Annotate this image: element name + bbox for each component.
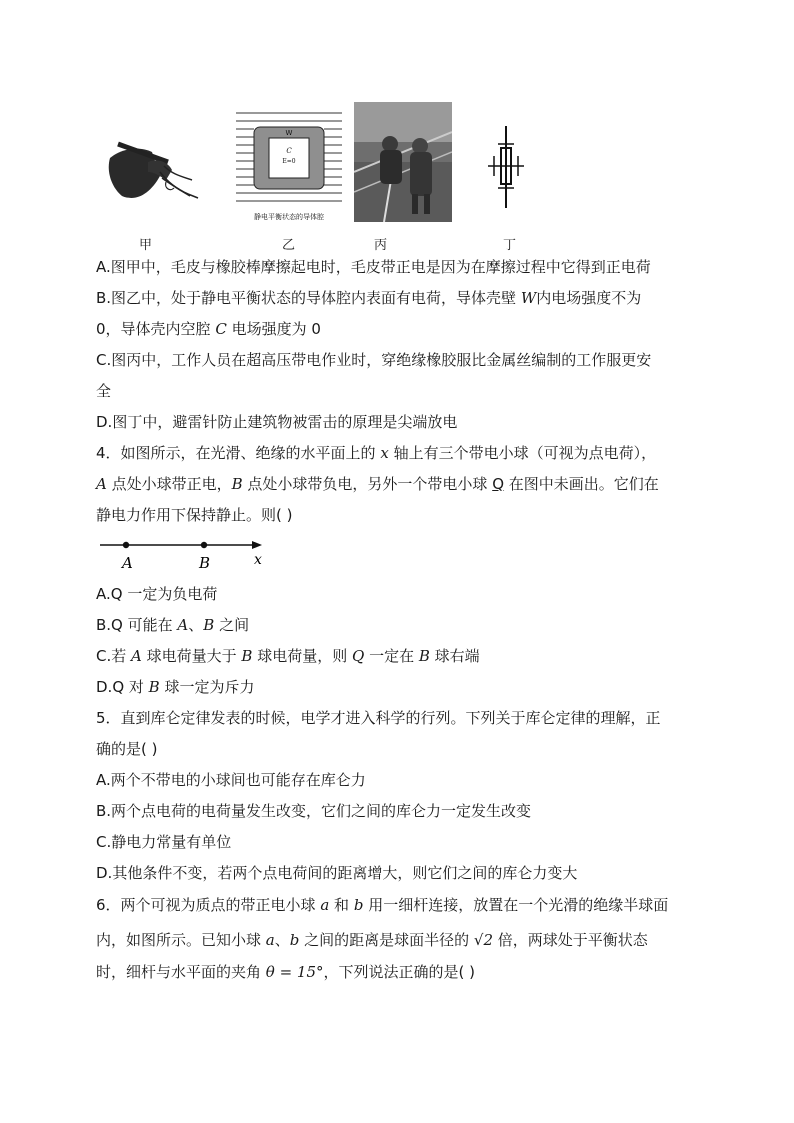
text: 球电荷量大于 <box>141 647 242 665</box>
q4-stem-line3: 静电力作用下保持静止。则( ) <box>96 506 293 524</box>
var-b: B <box>203 616 215 634</box>
axis-label-b: B <box>199 554 211 572</box>
var-q: Q <box>492 475 505 493</box>
text: 内电场强度不为 <box>536 289 642 307</box>
q3-option-c-line2: 全 <box>96 382 112 400</box>
text: 电场强度为 0 <box>226 320 321 338</box>
figure-caption-ding: 丁 <box>503 238 517 253</box>
figure-bing-photo <box>354 102 452 222</box>
q6-stem-line1 <box>96 895 668 915</box>
q5-stem-line1: 5．直到库仑定律发表的时候，电学才进入科学的行列。下列关于库仑定律的理解，正 <box>96 709 661 727</box>
yi-c-label: C <box>286 147 292 155</box>
text: 点处小球带正电， <box>106 475 232 493</box>
var-a: A <box>96 475 107 493</box>
q5-stem-line2: 确的是( ) <box>96 740 158 758</box>
text: 4．如图所示，在光滑、绝缘的水平面上的 <box>96 444 381 462</box>
text: 轴上有三个带电小球（可视为点电荷）， <box>388 444 657 462</box>
q6-stem-line2 <box>96 930 648 950</box>
q4-axis-diagram <box>96 536 276 572</box>
q5-option-b: B.两个点电荷的电荷量发生改变，它们之间的库仑力一定发生改变 <box>96 802 532 820</box>
var-b: b <box>289 931 300 949</box>
var-x: x <box>380 444 389 462</box>
text: C.若 <box>96 647 132 665</box>
q3-option-c-line1: C.图丙中，工作人员在超高压带电作业时，穿绝缘橡胶服比金属丝编制的工作服更安 <box>96 351 652 369</box>
figure-caption-jia: 甲 <box>139 238 153 253</box>
text: 时，细杆与水平面的夹角 <box>96 963 266 981</box>
math-theta: θ = 15° <box>265 963 324 981</box>
text: B.图乙中，处于静电平衡状态的导体腔内表面有电荷，导体壳壁 <box>96 289 521 307</box>
text: 、 <box>188 616 204 634</box>
var-b: B <box>418 647 430 665</box>
yi-e-zero-label: E=0 <box>282 158 296 165</box>
var-a: a <box>265 931 275 949</box>
text: 球一定为斥力 <box>159 678 255 696</box>
q4-option-b <box>96 615 249 635</box>
q4-option-c <box>96 646 480 666</box>
text: 之间的距离是球面半径的 <box>299 931 474 949</box>
var-b: B <box>148 678 160 696</box>
point-a <box>123 542 129 548</box>
q5-option-c: C.静电力常量有单位 <box>96 833 232 851</box>
var-c: C <box>215 320 227 338</box>
text: 倍，两球处于平衡状态 <box>493 931 648 949</box>
yi-w-label: W <box>285 129 293 137</box>
text: 内，如图所示。已知小球 <box>96 931 266 949</box>
text: 之间 <box>214 616 250 634</box>
text: D.Q 对 <box>96 678 149 696</box>
math-sqrt2: √2 <box>473 931 494 949</box>
figure-yi-diagram <box>234 105 344 223</box>
axis-label-a: A <box>122 554 133 572</box>
axis-label-x: x <box>254 552 262 568</box>
text: 、 <box>274 931 290 949</box>
text: 用一细杆连接，放置在一个光滑的绝缘半球面 <box>363 896 669 914</box>
text: ，下列说法正确的是( ) <box>323 963 475 981</box>
q3-option-b-line1 <box>96 288 641 308</box>
text: B.Q 可能在 <box>96 616 178 634</box>
var-b: B <box>231 475 243 493</box>
q3-option-a: A.图甲中，毛皮与橡胶棒摩擦起电时，毛皮带正电是因为在摩擦过程中它得到正电荷 <box>96 258 651 276</box>
figure-ding-diagram <box>484 124 528 210</box>
q4-option-a: A.Q 一定为负电荷 <box>96 585 218 603</box>
figure-caption-bing: 丙 <box>374 238 388 253</box>
text: 一定在 <box>364 647 419 665</box>
q6-stem-line3 <box>96 962 475 982</box>
q3-option-b-line2 <box>96 319 321 339</box>
text: 点处小球带负电，另外一个带电小球 <box>242 475 493 493</box>
q4-option-d <box>96 677 254 697</box>
text: 0，导体壳内空腔 <box>96 320 216 338</box>
q3-option-d: D.图丁中，避雷针防止建筑物被雷击的原理是尖端放电 <box>96 413 458 431</box>
q4-stem-line1 <box>96 443 656 463</box>
var-a: A <box>131 647 142 665</box>
yi-caption-text: 静电平衡状态的导体腔 <box>254 213 324 221</box>
var-a: a <box>320 896 330 914</box>
point-b <box>201 542 207 548</box>
var-w: W <box>520 289 537 307</box>
var-b: B <box>241 647 253 665</box>
q4-stem-line2 <box>96 474 659 494</box>
var-q: Q <box>351 647 365 665</box>
text: 球右端 <box>429 647 480 665</box>
var-b: b <box>353 896 364 914</box>
q5-option-a: A.两个不带电的小球间也可能存在库仑力 <box>96 771 366 789</box>
var-a: A <box>177 616 189 634</box>
figure-caption-yi: 乙 <box>282 238 296 253</box>
text: 6．两个可视为质点的带正电小球 <box>96 896 321 914</box>
text: 在图中未画出。它们在 <box>504 475 659 493</box>
q5-option-d: D.其他条件不变，若两个点电荷间的距离增大，则它们之间的库仑力变大 <box>96 864 578 882</box>
text: 和 <box>329 896 354 914</box>
text: 球电荷量，则 <box>252 647 352 665</box>
figure-jia-image <box>100 136 210 216</box>
